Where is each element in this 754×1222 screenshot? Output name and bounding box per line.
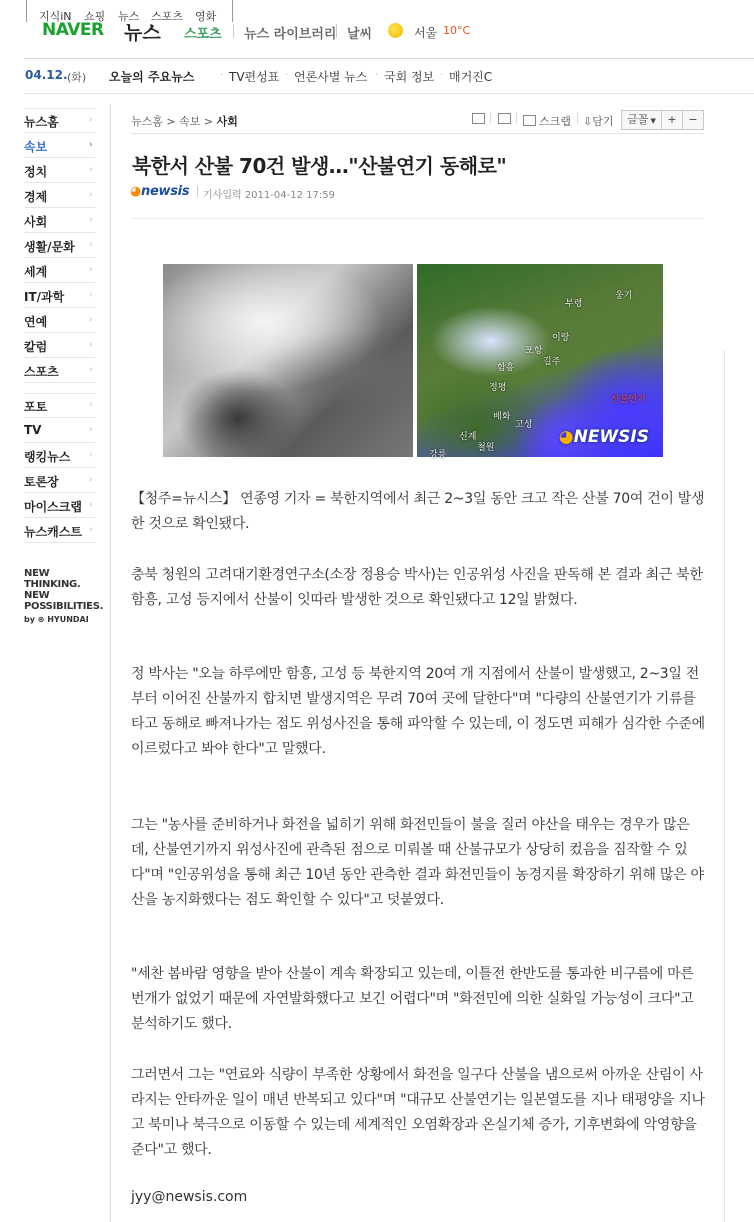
sidebar-item-politics[interactable]: 정치 xyxy=(24,165,48,179)
print-button[interactable] xyxy=(472,113,488,126)
sun-icon xyxy=(388,23,403,38)
divider xyxy=(24,357,95,358)
font-label: 글꼴 xyxy=(627,113,649,126)
scrap-label: 스크랩 xyxy=(539,115,571,128)
breadcrumb: 뉴스홈 > 속보 > 사회 xyxy=(131,115,238,128)
divider xyxy=(233,24,234,38)
divider xyxy=(24,58,754,59)
article-paragraph: 그러면서 그는 "연료와 식량이 부족한 상황에서 화전을 일구다 산불을 냄으로써 아까운 산림이 사라지는 안타까운 일이 매년 반복되고 있다"며 "대규모 산불연기는 일본열도를 지나 태평양을 지나고 북미나 북극으로 이동할 수 있는데 세계적인 오염확장과 온실기체 증가, 기후변화에 악영향을 준다"고 했다. xyxy=(131,1067,705,1158)
sidebar-item-sports[interactable]: 스포츠 xyxy=(24,365,59,379)
map-label: 부령 xyxy=(565,299,583,309)
divider xyxy=(24,517,95,518)
chevron-down-icon: ▼ xyxy=(648,117,656,125)
hyundai-logo[interactable]: by ⊛ HYUNDAI xyxy=(24,615,89,624)
breadcrumb-level1[interactable]: 속보 xyxy=(179,115,201,128)
map-label: 길주 xyxy=(543,357,561,367)
sidebar-item-column[interactable]: 칼럼 xyxy=(24,340,48,354)
article-paragraph: "세찬 봄바람 영향을 받아 산불이 계속 확장되고 있는데, 이틀전 한반도를 통과한 비구름에 마른 번개가 없었기 때문에 자연발화했다고 보긴 어렵다"며 "화전민에 의한 실화일 가능성이 크다"고 분석하기도 했다. xyxy=(131,966,694,1032)
ad-line: NEW xyxy=(24,568,50,579)
svc-tab-movie[interactable]: 영화 xyxy=(195,10,217,23)
divider xyxy=(724,350,725,1222)
chevron-right-icon: › xyxy=(89,500,93,510)
chevron-right-icon: › xyxy=(89,140,93,150)
chevron-right-icon: › xyxy=(89,190,93,200)
divider xyxy=(24,108,95,109)
news-section-title[interactable]: 뉴스 xyxy=(124,22,161,44)
sidebar-item-society[interactable]: 사회 xyxy=(24,215,48,229)
divider xyxy=(24,257,95,258)
divider xyxy=(110,104,111,1222)
map-label: 정평 xyxy=(489,383,507,393)
divider xyxy=(24,182,95,183)
chevron-right-icon: › xyxy=(89,115,93,125)
divider xyxy=(24,307,95,308)
today-weekday: (화) xyxy=(67,71,87,84)
naver-logo[interactable]: NAVER xyxy=(42,20,104,40)
ad-line: THINKING. xyxy=(24,579,81,590)
font-size-decrease-button[interactable]: − xyxy=(682,110,704,130)
chevron-right-icon: › xyxy=(89,240,93,250)
map-label: 함흥 xyxy=(497,363,515,373)
map-label: 포항 xyxy=(525,346,543,356)
today-date: 04.12. xyxy=(25,68,68,82)
article-paragraph: 그는 "농사를 준비하거나 화전을 넓히기 위해 화전민들이 불을 질러 야산을 태우는 경우가 많은데, 산불연기까지 위성사진에 관측된 점으로 미뤄볼 때 산불규모가 상당히 컸음을 짐작할 수 있다"며 "인공위성을 통해 최근 10년 동안 관측한 결과 화전민들이 농경지를 확장하기 위해 많은 야산을 농지화했다는 점도 확인할 수 있다"고 덧붙였다. xyxy=(131,817,704,908)
reporter-email[interactable]: jyy@newsis.com xyxy=(131,1189,248,1205)
sidebar-item-world[interactable]: 세계 xyxy=(24,265,48,279)
article-paragraph: 충북 청원의 고려대기환경연구소(소장 정용승 박사)는 인공위성 사진을 판독해 본 결과 최근 북한 함흥, 고성 등지에서 산불이 잇따라 발생한 것으로 확인됐다고 12일 밝혔다. xyxy=(131,567,703,608)
svc-tab-sports[interactable]: 스포츠 xyxy=(151,10,183,23)
newsis-watermark: ◕NEWSIS xyxy=(558,427,649,447)
map-label: 고성 xyxy=(515,420,533,430)
weather-temperature: 10°C xyxy=(443,24,471,37)
sidebar-item-newscast[interactable]: 뉴스캐스트 xyxy=(24,525,82,539)
divider xyxy=(24,382,95,383)
download-icon: ⇩ xyxy=(583,115,593,128)
gnb-weather-link[interactable]: 날씨 xyxy=(347,27,373,42)
sidebar-item-tv[interactable]: TV xyxy=(24,423,42,437)
breadcrumb-home[interactable]: 뉴스홈 xyxy=(131,115,163,128)
newsis-logo[interactable] xyxy=(130,184,189,199)
chevron-right-icon: › xyxy=(89,315,93,325)
map-label: 웅기 xyxy=(615,291,633,301)
subnav-assembly-info[interactable]: 국회 정보 xyxy=(384,70,435,84)
sidebar-item-entertainment[interactable]: 연예 xyxy=(24,315,48,329)
sidebar-item-debate[interactable]: 토론장 xyxy=(24,475,59,489)
sidebar-item-economy[interactable]: 경제 xyxy=(24,190,48,204)
map-label: 배화 xyxy=(493,412,511,422)
divider xyxy=(24,207,95,208)
subnav-tv-schedule[interactable]: TV편성표 xyxy=(229,70,280,84)
divider xyxy=(24,542,95,543)
chevron-right-icon: › xyxy=(89,450,93,460)
svc-tab-kin[interactable]: 지식iN xyxy=(39,10,72,23)
divider xyxy=(24,417,95,418)
save-button[interactable] xyxy=(583,113,613,129)
chevron-right-icon: › xyxy=(89,215,93,225)
divider xyxy=(24,232,95,233)
satellite-image-color xyxy=(417,264,663,460)
print-icon xyxy=(472,113,485,124)
sidebar-item-life-culture[interactable]: 생활/문화 xyxy=(24,240,75,254)
newsis-mark-icon: ◕ xyxy=(130,184,142,199)
divider xyxy=(24,157,95,158)
font-size-increase-button[interactable]: + xyxy=(661,110,683,130)
chevron-right-icon: › xyxy=(89,290,93,300)
article-headline: 북한서 산불 70건 발생…"산불연기 동해로" xyxy=(132,154,507,178)
sidebar-item-it-science[interactable]: IT/과학 xyxy=(24,290,65,304)
divider xyxy=(24,132,95,133)
map-label: 철원 xyxy=(477,443,495,453)
save-label: 담기 xyxy=(592,115,614,128)
svc-tab-news[interactable]: 뉴스 xyxy=(118,10,140,23)
divider xyxy=(490,112,491,124)
sidebar-item-ranking[interactable]: 랭킹뉴스 xyxy=(24,450,71,464)
chevron-right-icon: › xyxy=(89,425,93,435)
map-label-smoke: 산불연기 xyxy=(611,395,646,405)
divider xyxy=(197,186,198,197)
map-label: 신계 xyxy=(459,432,477,442)
chevron-right-icon: › xyxy=(89,365,93,375)
gnb-sports-link[interactable]: 스포츠 xyxy=(184,27,222,42)
chevron-right-icon: › xyxy=(89,265,93,275)
divider xyxy=(24,93,754,94)
divider xyxy=(131,218,704,219)
breadcrumb-current: 사회 xyxy=(216,115,238,128)
divider xyxy=(24,393,95,394)
chevron-right-icon: › xyxy=(89,400,93,410)
chevron-right-icon: › xyxy=(89,475,93,485)
separator-dot: · xyxy=(285,70,289,81)
sidebar-item-my-scrap[interactable]: 마이스크랩 xyxy=(24,500,82,514)
satellite-image-grayscale xyxy=(163,264,413,457)
divider xyxy=(516,112,517,124)
article-date: 기사입력 2011-04-12 17:59 xyxy=(203,190,335,201)
email-button[interactable] xyxy=(498,113,514,126)
separator-dot: · xyxy=(375,70,379,81)
divider xyxy=(24,442,95,443)
subnav-press-news[interactable]: 언론사별 뉴스 xyxy=(294,70,368,84)
svc-tab-shopping[interactable]: 쇼핑 xyxy=(84,10,106,23)
divider xyxy=(24,467,95,468)
map-label: 이랑 xyxy=(552,333,570,343)
source-logo-text: newsis xyxy=(141,184,190,199)
chevron-right-icon: › xyxy=(89,340,93,350)
ad-line: NEW xyxy=(24,590,50,601)
divider xyxy=(577,112,578,124)
scrap-button[interactable] xyxy=(523,113,571,129)
divider xyxy=(24,492,95,493)
newsis-mark-icon: ◕ xyxy=(558,427,574,447)
chevron-right-icon: › xyxy=(89,165,93,175)
sidebar-item-photo[interactable]: 포토 xyxy=(24,400,48,414)
subnav-magazine-c[interactable]: 매거진C xyxy=(449,70,493,84)
weather-city[interactable]: 서울 xyxy=(414,26,438,40)
hyundai-ad[interactable] xyxy=(24,568,104,612)
sidebar-item-news-home[interactable]: 뉴스홈 xyxy=(24,115,59,129)
separator-dot: · xyxy=(440,70,444,81)
mail-icon xyxy=(498,113,511,124)
article-paragraph: 【청주=뉴시스】 연종영 기자 = 북한지역에서 최근 2~3일 동안 크고 작은 산불 70여 건이 발생한 것으로 확인됐다. xyxy=(131,491,705,532)
map-label: 강릉 xyxy=(429,450,447,460)
gnb-news-library-link[interactable]: 뉴스 라이브러리 xyxy=(244,27,337,42)
divider xyxy=(131,133,704,134)
article-paragraph: 정 박사는 "오늘 하루에만 함흥, 고성 등 북한지역 20여 개 지점에서 산불이 발생했고, 2~3일 전부터 이어진 산불까지 합치면 발생지역은 무려 70여 곳에 달한다"며 "다량의 산불연기가 기류를 타고 동해로 빠져나가는 점도 위성사진을 통해 파악할 수 있는데, 이 정도면 피해가 심각한 수준에 이르렀다고 봐야 한다"고 말했다. xyxy=(131,666,705,757)
font-select[interactable] xyxy=(621,110,662,130)
divider xyxy=(24,282,95,283)
ad-line: POSSIBILITIES. xyxy=(24,601,104,612)
separator-dot: · xyxy=(220,70,224,81)
chevron-right-icon: › xyxy=(89,525,93,535)
divider xyxy=(24,332,95,333)
subnav-top-news[interactable]: 오늘의 주요뉴스 xyxy=(109,70,195,84)
sidebar-item-breaking[interactable]: 속보 xyxy=(24,140,48,154)
divider xyxy=(336,24,337,38)
scrap-icon xyxy=(523,115,536,126)
